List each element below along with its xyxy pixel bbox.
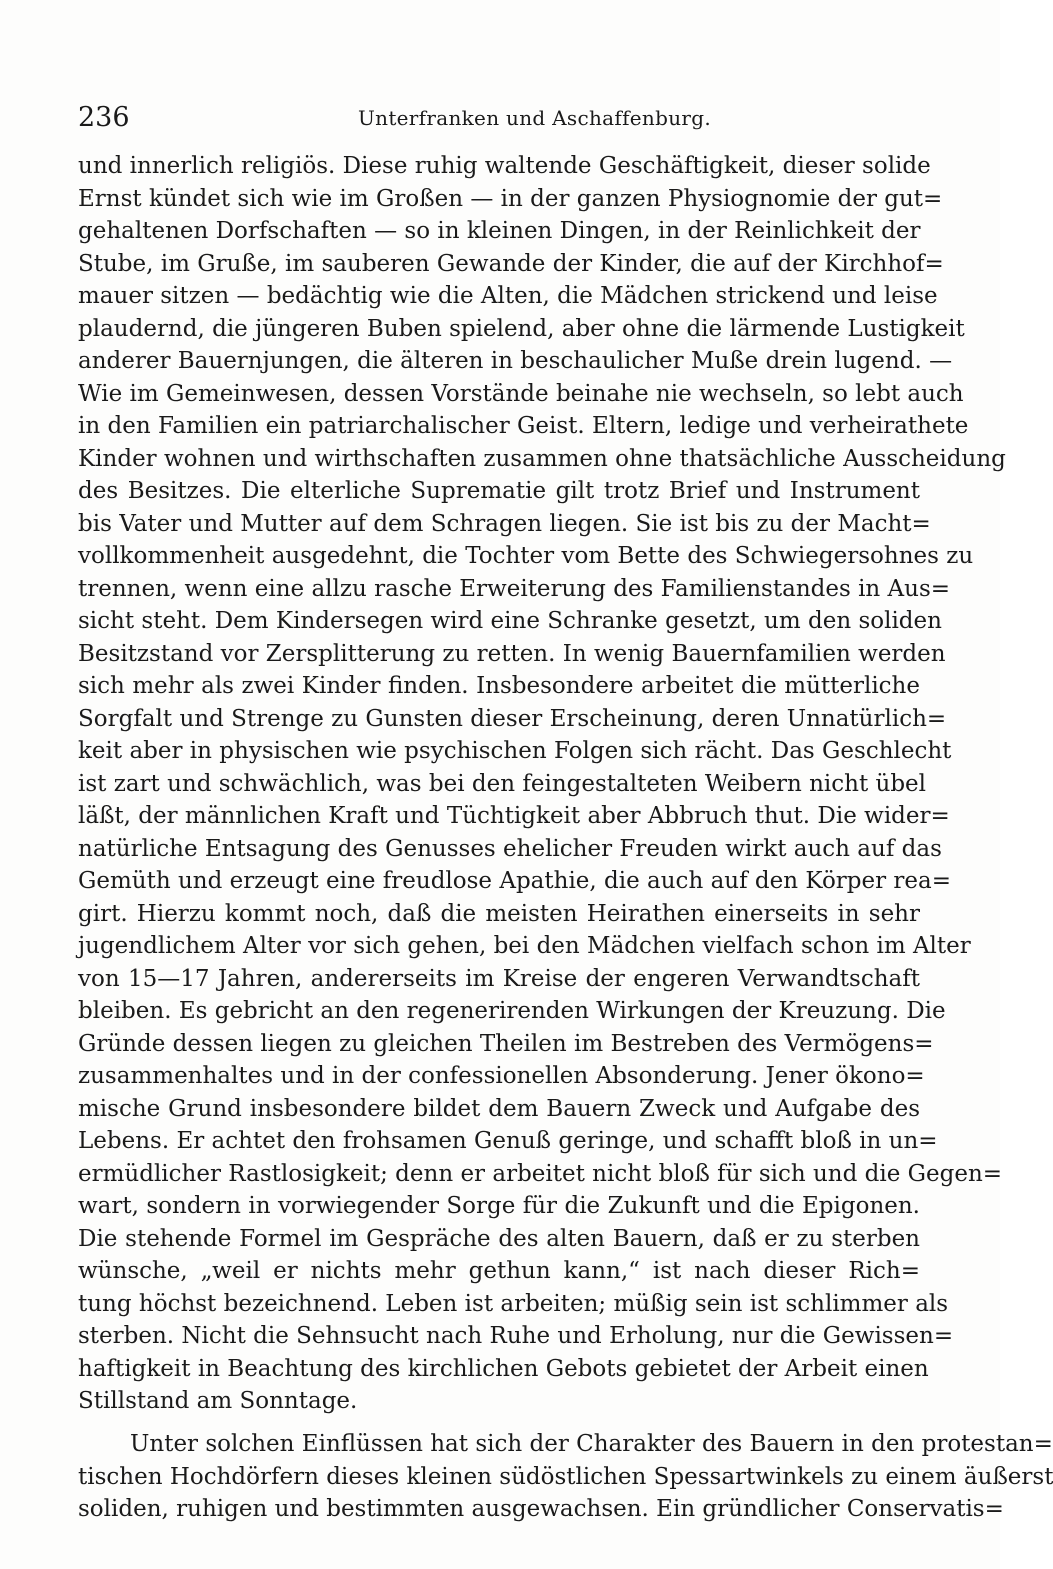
text-line: von 15—17 Jahren, andererseits im Kreise der engeren Verwandtschaft: [78, 965, 920, 992]
text-line: ist zart und schwächlich, was bei den feingestalteten Weibern nicht übel: [78, 770, 927, 797]
text-line: und innerlich religiös. Diese ruhig waltende Geschäftigkeit, dieser solide: [78, 153, 931, 179]
text-line: Kinder wohnen und wirthschaften zusammen ohne thatsächliche Ausscheidung: [78, 445, 1006, 472]
text-line: Die stehende Formel im Gespräche des alten Bauern, daß er zu sterben: [78, 1225, 920, 1252]
text-line: Stube, im Gruße, im sauberen Gewande der Kinder, die auf der Kirchhof=: [78, 250, 944, 277]
text-line: girt. Hierzu kommt noch, daß die meisten Heirathen einerseits in sehr: [78, 900, 920, 927]
text-line: vollkommenheit ausgedehnt, die Tochter vom Bette des Schwiegersohnes zu: [78, 543, 974, 569]
text-line: Gründe dessen liegen zu gleichen Theilen im Bestreben des Vermögens=: [78, 1030, 934, 1057]
text-line: des Besitzes. Die elterliche Suprematie gilt trotz Brief und Instrument: [78, 478, 920, 504]
text-line: ermüdlicher Rastlosigkeit; denn er arbeitet nicht bloß für sich und die Gegen=: [78, 1160, 1003, 1187]
text-line: in den Familien ein patriarchalischer Geist. Eltern, ledige und verheirathete: [78, 413, 969, 439]
page-number: 236: [78, 102, 130, 133]
text-line: tung höchst bezeichnend. Leben ist arbeiten; müßig sein ist schlimmer als: [78, 1290, 949, 1317]
text-line: läßt, der männlichen Kraft und Tüchtigkeit aber Abbruch thut. Die wider=: [78, 803, 950, 829]
text-line: zusammenhaltes und in der confessionellen Absonderung. Jener ökono=: [78, 1063, 925, 1089]
text-line: Wie im Gemeinwesen, dessen Vorstände beinahe nie wechseln, so lebt auch: [78, 380, 964, 407]
text-line: bleiben. Es gebricht an den regenerirenden Wirkungen der Kreuzung. Die: [78, 998, 946, 1024]
text-line: Unter solchen Einflüssen hat sich der Charakter des Bauern in den protestan=: [130, 1431, 1053, 1457]
paragraph-1: [78, 150, 1006, 1418]
text-line: wart, sondern in vorwiegender Sorge für die Zukunft und die Epigonen.: [78, 1193, 920, 1219]
running-header: [78, 98, 920, 138]
text-line: plaudernd, die jüngeren Buben spielend, aber ohne die lärmende Lustigkeit: [78, 315, 965, 342]
text-line: Ernst kündet sich wie im Großen — in der ganzen Physiognomie der gut=: [78, 185, 943, 212]
text-line: Lebens. Er achtet den frohsamen Genuß geringe, und schafft bloß in un=: [78, 1128, 938, 1154]
text-line: gehaltenen Dorfschaften — so in kleinen Dingen, in der Reinlichkeit der: [78, 218, 921, 244]
text-line: mauer sitzen — bedächtig wie die Alten, die Mädchen strickend und leise: [78, 283, 938, 309]
text-line: keit aber in physischen wie psychischen Folgen sich rächt. Das Geschlecht: [78, 738, 952, 764]
text-line: tischen Hochdörfern dieses kleinen südöstlichen Spessartwinkels zu einem äußerst: [78, 1463, 1053, 1490]
text-line: sterben. Nicht die Sehnsucht nach Ruhe und Erholung, nur die Gewissen=: [78, 1323, 954, 1349]
text-line: wünsche, „weil er nichts mehr gethun kann,“ ist nach dieser Rich=: [78, 1258, 920, 1284]
paragraph-2: [78, 1428, 1053, 1526]
text-line: soliden, ruhigen und bestimmten ausgewachsen. Ein gründlicher Conservatis=: [78, 1496, 1004, 1522]
text-line: sicht steht. Dem Kindersegen wird eine Schranke gesetzt, um den soliden: [78, 608, 942, 634]
text-line: haftigkeit in Beachtung des kirchlichen Gebots gebietet der Arbeit einen: [78, 1355, 929, 1382]
text-line: jugendlichem Alter vor sich gehen, bei den Mädchen vielfach schon im Alter: [78, 933, 971, 959]
text-line: anderer Bauernjungen, die älteren in beschaulicher Muße drein lugend. —: [78, 348, 953, 374]
text-line: Stillstand am Sonntage.: [78, 1388, 358, 1414]
text-line: mische Grund insbesondere bildet dem Bauern Zweck und Aufgabe des: [78, 1095, 920, 1122]
text-line: bis Vater und Mutter auf dem Schragen liegen. Sie ist bis zu der Macht=: [78, 510, 931, 537]
running-title: Unterfranken und Aschaffenburg.: [358, 106, 711, 130]
text-line: sich mehr als zwei Kinder finden. Insbesondere arbeitet die mütterliche: [78, 673, 920, 699]
text-line: natürliche Entsagung des Genusses ehelicher Freuden wirkt auch auf das: [78, 835, 942, 862]
text-line: Gemüth und erzeugt eine freudlose Apathie, die auch auf den Körper rea=: [78, 868, 952, 894]
text-line: Besitzstand vor Zersplitterung zu retten. In wenig Bauernfamilien werden: [78, 640, 946, 667]
text-line: Sorgfalt und Strenge zu Gunsten dieser Erscheinung, deren Unnatürlich=: [78, 705, 947, 732]
text-line: trennen, wenn eine allzu rasche Erweiterung des Familienstandes in Aus=: [78, 575, 951, 602]
